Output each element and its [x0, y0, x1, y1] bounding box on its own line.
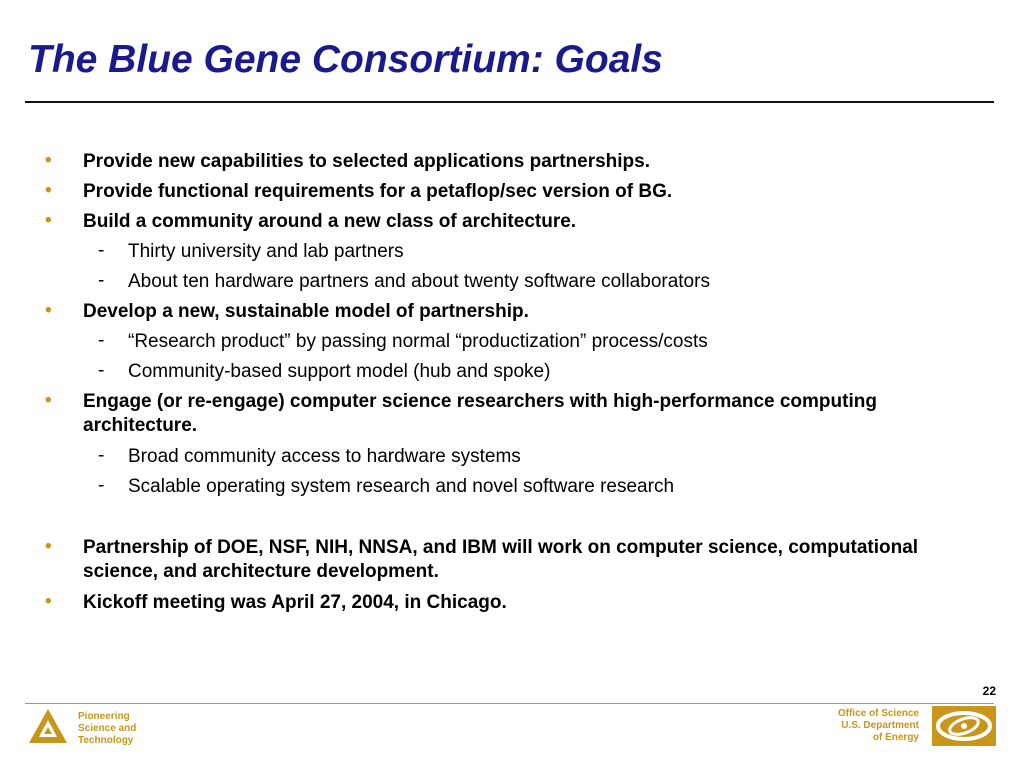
argonne-triangle-logo-icon	[28, 708, 68, 744]
footer-left-line: Science and	[78, 723, 137, 734]
doe-office-of-science-logo-icon	[932, 706, 996, 746]
bullet-marker: •	[45, 150, 52, 171]
sub-bullet-item: Community-based support model (hub and spoke)	[128, 361, 551, 382]
sub-bullet-item: Thirty university and lab partners	[128, 241, 404, 262]
footer-right-line: of Energy	[872, 732, 919, 743]
bullet-item: Kickoff meeting was April 27, 2004, in Chicago.	[83, 592, 507, 613]
bullet-marker: •	[45, 180, 52, 201]
page-number: 22	[982, 684, 996, 698]
bullet-marker: •	[45, 591, 52, 612]
sub-bullet-marker: -	[98, 240, 105, 261]
sub-bullet-marker: -	[98, 360, 105, 381]
bullet-marker: •	[45, 390, 52, 411]
sub-bullet-marker: -	[98, 475, 105, 496]
bullet-item: Develop a new, sustainable model of partnership.	[83, 301, 529, 322]
footer-right-text	[838, 708, 919, 744]
footer-divider	[25, 703, 994, 704]
bullet-marker: •	[45, 210, 52, 231]
footer-left-text	[78, 711, 136, 747]
sub-bullet-item: About ten hardware partners and about twenty software collaborators	[128, 271, 710, 292]
sub-bullet-item: “Research product” by passing normal “productization” process/costs	[128, 331, 708, 352]
footer-left-line: Pioneering	[78, 711, 130, 722]
footer-right-line: Office of Science	[837, 708, 919, 719]
bullet-marker: •	[45, 300, 52, 321]
bullet-item: Partnership of DOE, NSF, NIH, NNSA, and IBM will work on computer science, computational science, and architecture development.	[83, 537, 919, 582]
sub-bullet-marker: -	[98, 445, 105, 466]
bullet-item: Build a community around a new class of architecture.	[83, 211, 577, 232]
slide-title: The Blue Gene Consortium: Goals	[28, 38, 663, 81]
bullet-item: Provide new capabilities to selected applications partnerships.	[83, 151, 651, 172]
title-divider	[25, 101, 994, 103]
sub-bullet-item: Scalable operating system research and novel software research	[128, 476, 675, 497]
sub-bullet-marker: -	[98, 270, 105, 291]
sub-bullet-item: Broad community access to hardware systems	[128, 446, 521, 467]
sub-bullet-marker: -	[98, 330, 105, 351]
footer-left-line: Technology	[78, 735, 134, 746]
bullet-item: Engage (or re-engage) computer science researchers with high-performance computing architecture.	[83, 391, 877, 436]
bullet-marker: •	[45, 536, 52, 557]
bullet-item: Provide functional requirements for a petaflop/sec version of BG.	[83, 181, 673, 202]
footer-right-line: U.S. Department	[841, 720, 919, 731]
